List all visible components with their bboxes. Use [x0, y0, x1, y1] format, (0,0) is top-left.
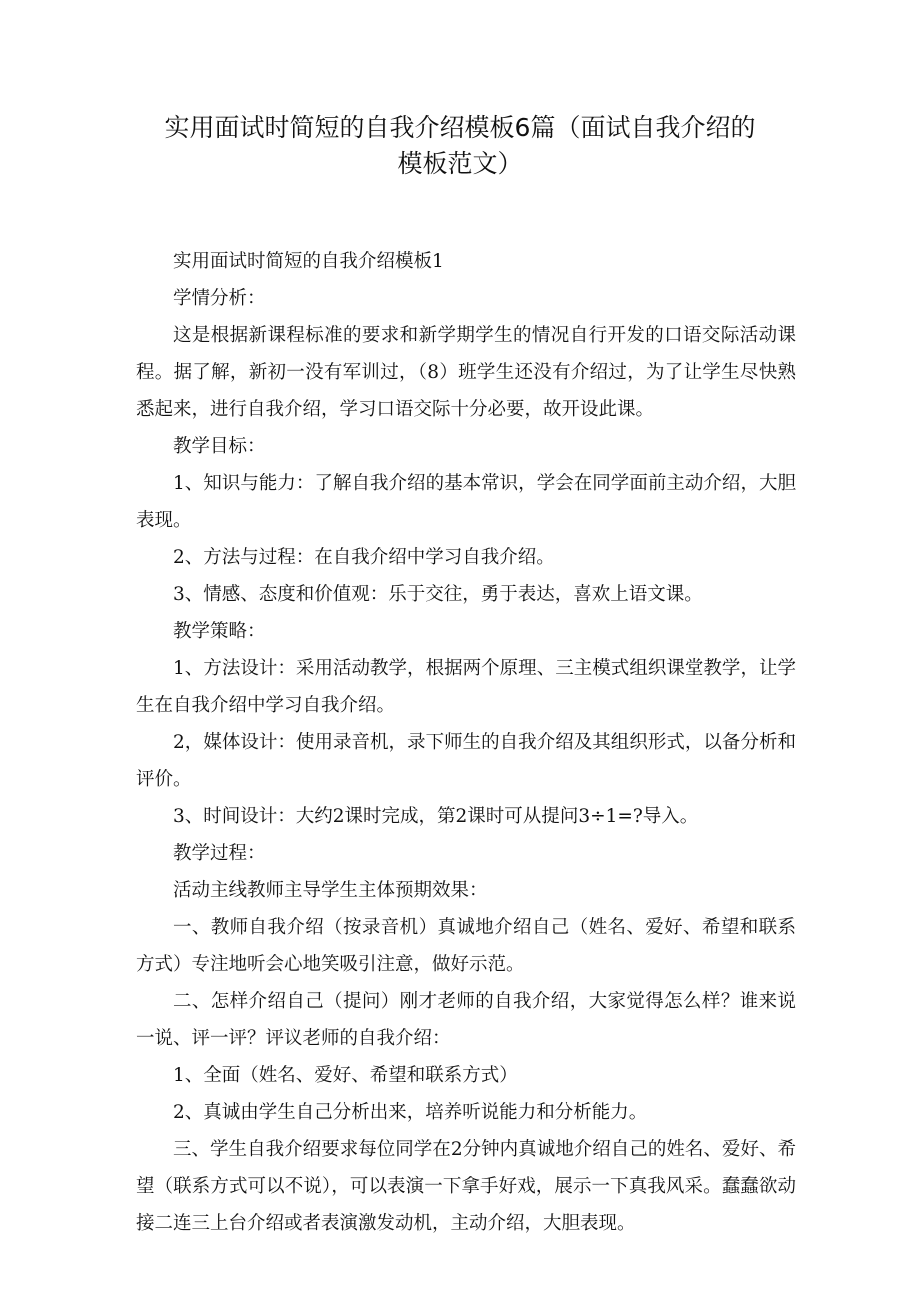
paragraph: 3、情感、态度和价值观：乐于交往，勇于表达，喜欢上语文课。 [173, 584, 703, 605]
paragraph: 活动主线教师主导学生主体预期效果： [173, 880, 488, 901]
document-title-line-2: 模板范文） [397, 149, 523, 178]
paragraph: 这是根据新课程标准的要求和新学期学生的情况自行开发的口语交际活动课程。据了解，新初一没有军训过，（8）班学生还没有介绍过，为了让学生尽快熟悉起来，进行自我介绍，学习口语交际十分必要，故开设此课。 [136, 325, 796, 420]
paragraph: 二、怎样介绍自己（提问）刚才老师的自我介绍，大家觉得怎么样？谁来说一说、评一评？评议老师的自我介绍： [136, 991, 796, 1049]
paragraph: 1、全面（姓名、爱好、希望和联系方式） [173, 1065, 518, 1086]
paragraph: 1、方法设计：采用活动教学，根据两个原理、三主模式组织课堂教学，让学生在自我介绍中学习自我介绍。 [136, 658, 796, 716]
paragraph: 三、学生自我介绍要求每位同学在2分钟内真诚地介绍自己的姓名、爱好、希望（联系方式可以不说），可以表演一下拿手好戏，展示一下真我风采。蠢蠢欲动接二连三上台介绍或者表演激发动机，主动介绍，大胆表现。 [136, 1139, 796, 1234]
section-heading: 实用面试时简短的自我介绍模板1 [173, 251, 444, 272]
paragraph: 1、知识与能力：了解自我介绍的基本常识，学会在同学面前主动介绍，大胆表现。 [136, 473, 796, 531]
paragraph: 2、方法与过程：在自我介绍中学习自我介绍。 [173, 547, 555, 568]
paragraph: 一、教师自我介绍（按录音机）真诚地介绍自己（姓名、爱好、希望和联系方式）专注地听会心地笑吸引注意，做好示范。 [136, 917, 796, 975]
subheading-teaching-process: 教学过程： [173, 843, 266, 864]
subheading-learning-analysis: 学情分析： [173, 288, 266, 309]
subheading-teaching-goals: 教学目标： [173, 436, 266, 457]
document-title [130, 110, 790, 182]
paragraph: 2，媒体设计：使用录音机，录下师生的自我介绍及其组织形式，以备分析和评价。 [136, 732, 796, 790]
subheading-teaching-strategy: 教学策略： [173, 621, 266, 642]
paragraph: 3、时间设计：大约2课时完成，第2课时可从提问3÷1=?导入。 [173, 806, 699, 827]
paragraph: 2、真诚由学生自己分析出来，培养听说能力和分析能力。 [173, 1102, 648, 1123]
document-body [136, 243, 796, 1242]
document-title-line-1: 实用面试时简短的自我介绍模板6篇（面试自我介绍的 [164, 113, 756, 142]
